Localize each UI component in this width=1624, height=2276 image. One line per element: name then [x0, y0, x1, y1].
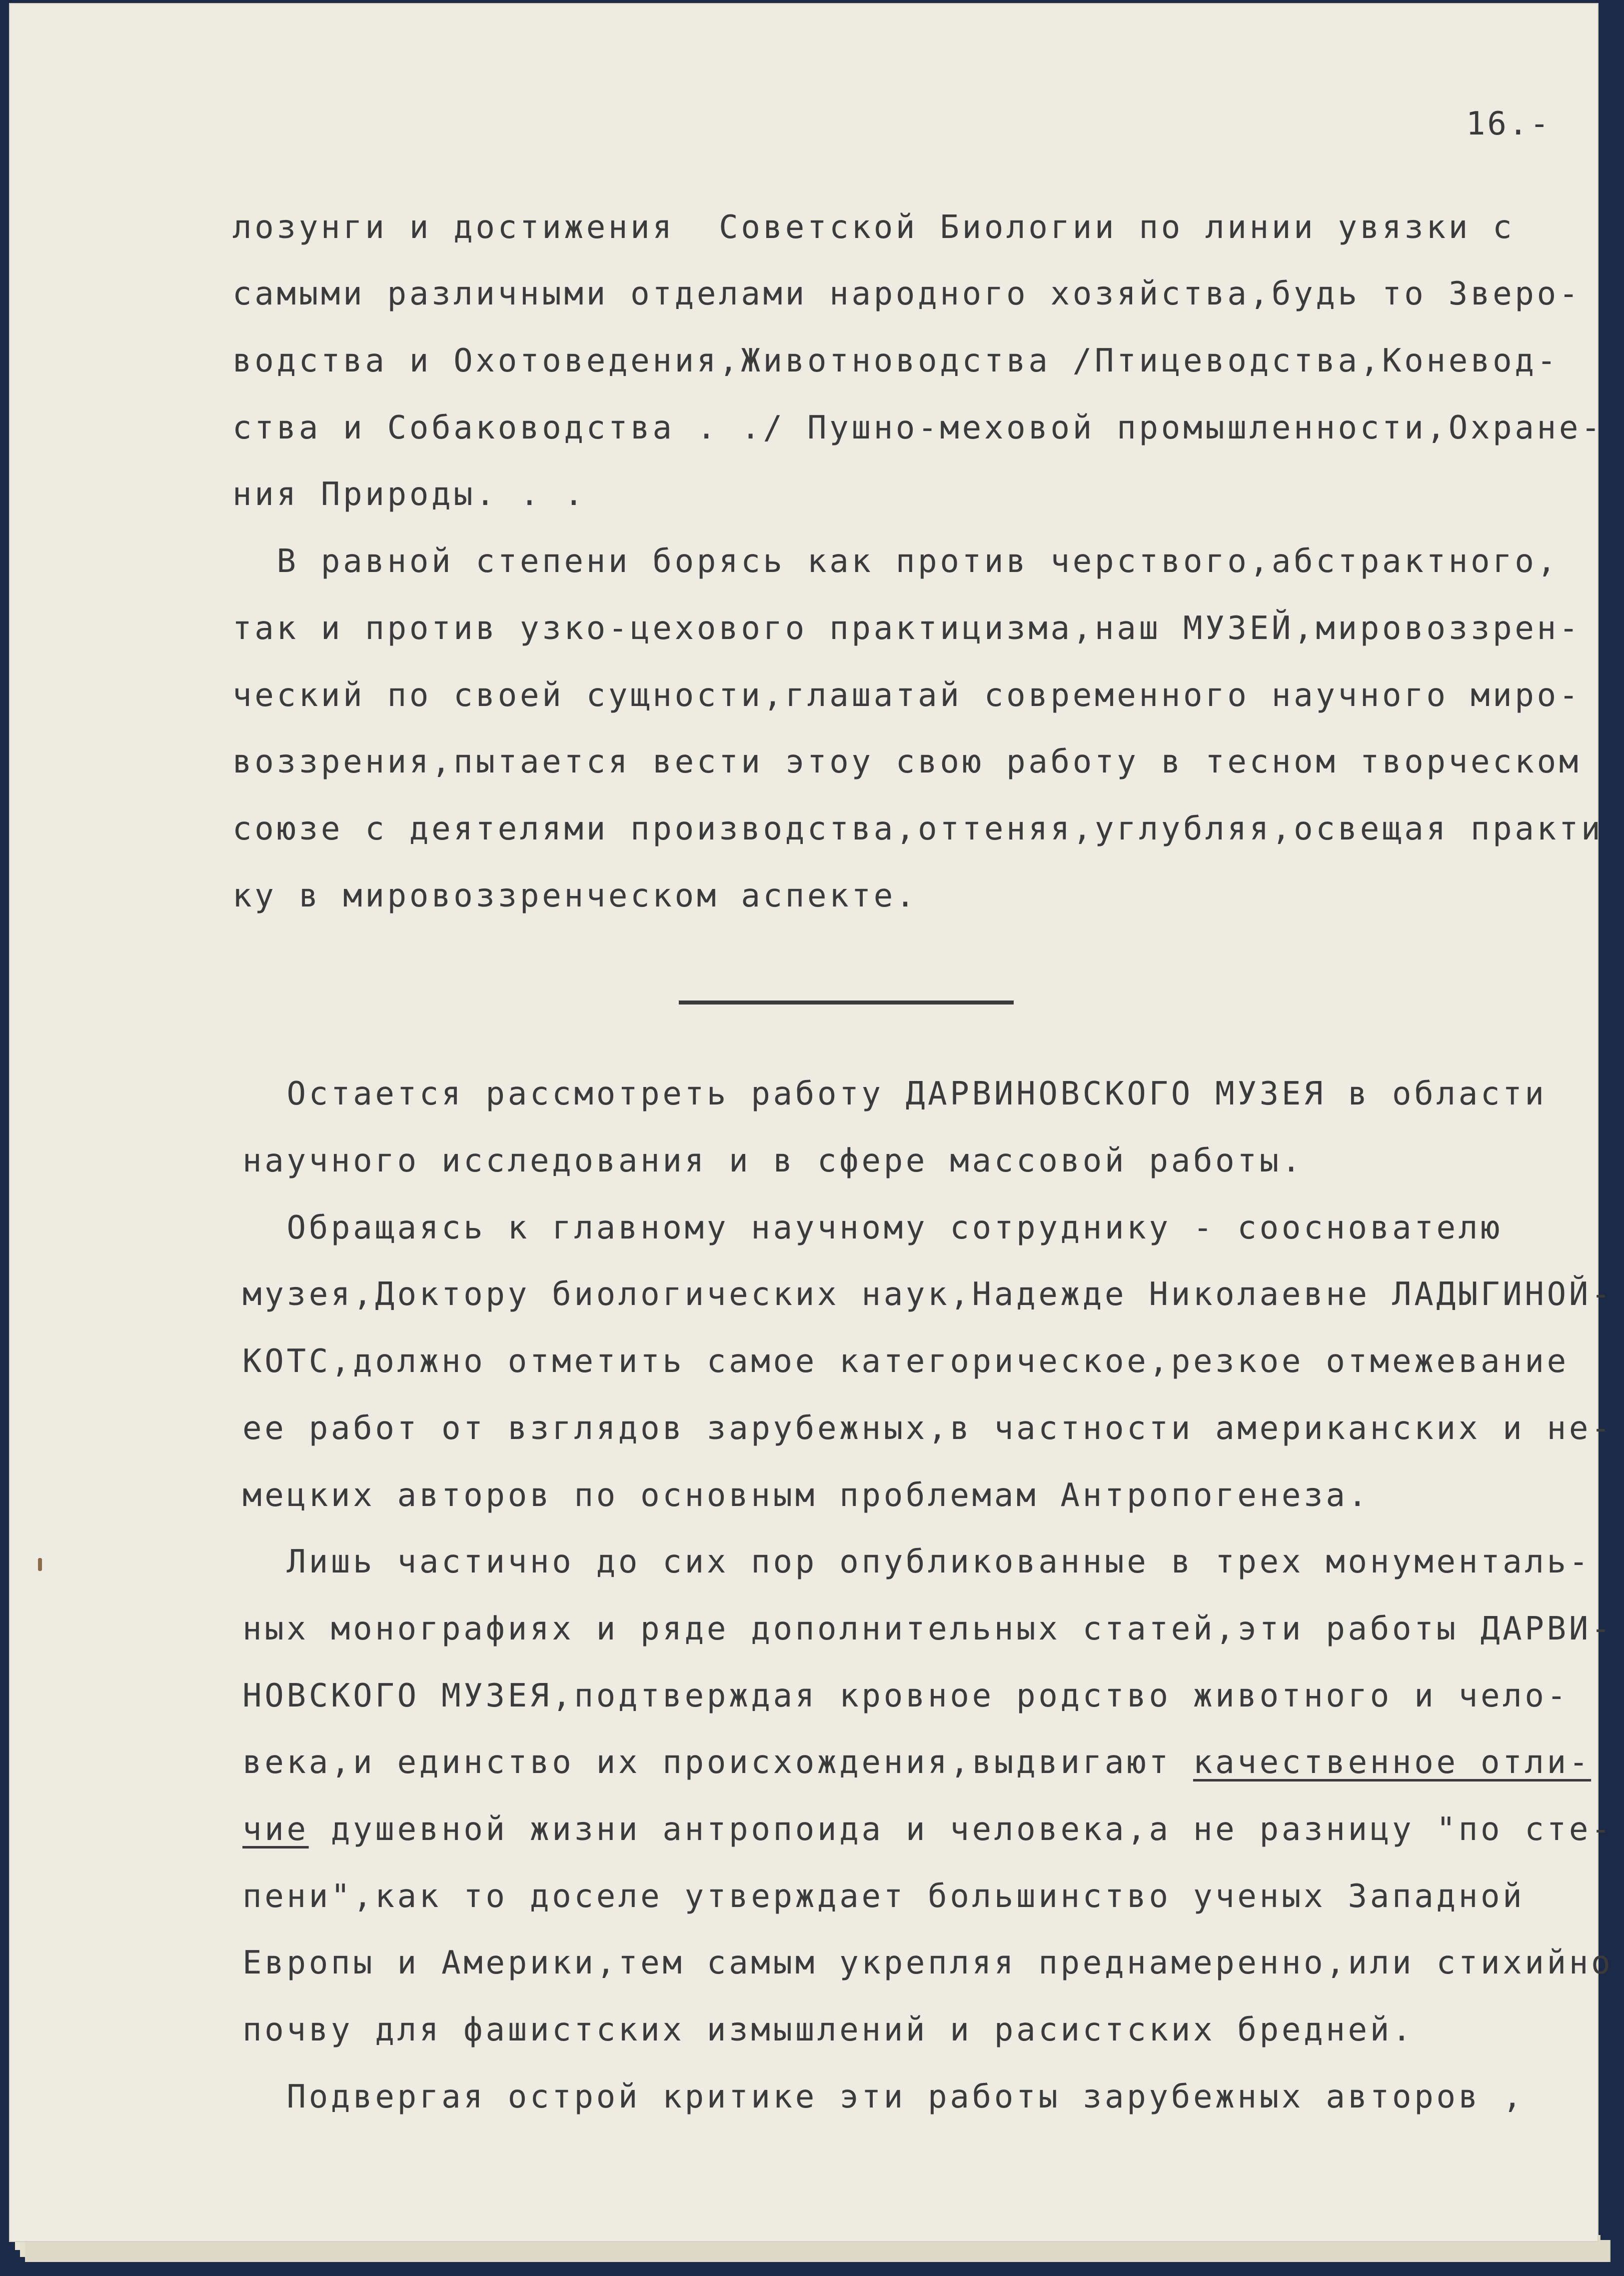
text-line: Обращаясь к главному научному сотруднику - сооснователю	[242, 1210, 1503, 1246]
text-line: ства и Собаководства . ./ Пушно-меховой промышленности,Охране-	[232, 410, 1604, 446]
underlying-sheet	[25, 2240, 1611, 2262]
text-line: союзе с деятелями производства,оттеняя,углубляя,освещая практи	[232, 810, 1604, 848]
text-line: водства и Охотоведения,Животноводства /Птицеводства,Коневод-	[232, 342, 1559, 380]
text-line: музея,Доктору биологических наук,Надежде Николаевне ЛАДЫГИНОЙ-	[242, 1276, 1614, 1313]
text-line: почву для фашистских измышлений и расистских бредней.	[242, 2012, 1415, 2048]
text-line: В равной степени борясь как против черствого,абстрактного,	[232, 543, 1559, 580]
text-line: научного исследования и в сфере массовой работы.	[242, 1142, 1304, 1180]
page-number: 16.-	[1466, 106, 1551, 142]
text-line: пени",как то доселе утверждает большинство ученых Западной	[242, 1878, 1525, 1915]
text-line: так и против узко-цехового практицизма,наш МУЗЕЙ,мировоззрен-	[232, 610, 1582, 647]
text-line: ку в мировоззренческом аспекте.	[232, 878, 918, 914]
text-line: самыми различными отделами народного хозяйства,будь то Зверо-	[232, 276, 1582, 312]
underlined-emphasis: качественное отли-	[1193, 1744, 1592, 1781]
text-line	[242, 1744, 1591, 1781]
text-line: НОВСКОГО МУЗЕЯ,подтверждая кровное родство животного и чело-	[242, 1678, 1569, 1714]
text-line: Остается рассмотреть работу ДАРВИНОВСКОГО МУЗЕЯ в области	[242, 1076, 1547, 1112]
text-line: Лишь частично до сих пор опубликованные в трех монументаль-	[242, 1544, 1592, 1580]
text-segment: душевной жизни антропоида и человека,а не разницу "по сте-	[308, 1811, 1614, 1848]
text-line: Европы и Америки,тем самым укрепляя преднамеренно,или стихийно	[242, 1944, 1614, 1982]
text-line: ния Природы. . .	[232, 476, 586, 513]
underlined-emphasis: чие	[242, 1811, 309, 1848]
text-line: Подвергая острой критике эти работы зарубежных авторов ,	[242, 2078, 1525, 2116]
text-line: мецких авторов по основным проблемам Антропогенеза.	[242, 1477, 1370, 1514]
paper-stain	[38, 1558, 42, 1571]
text-line: КОТС,должно отметить самое категорическое,резкое отмежевание	[242, 1343, 1569, 1380]
text-line: лозунги и достижения Советской Биологии по линии увязки с	[232, 209, 1515, 246]
typewritten-page	[9, 3, 1614, 2242]
text-segment: века,и единство их происхождения,выдвигают	[242, 1744, 1193, 1781]
text-line: ческий по своей сущности,глашатай современного научного миро-	[232, 677, 1582, 714]
text-line: ных монографиях и ряде дополнительных статей,эти работы ДАРВИ-	[242, 1610, 1614, 1648]
text-line: воззрения,пытается вести этоу свою работу в тесном творческом	[232, 744, 1582, 780]
text-line: ее работ от взглядов зарубежных,в частности американских и не-	[242, 1410, 1614, 1447]
text-line	[242, 1811, 1613, 1848]
section-divider	[679, 1000, 1014, 1004]
